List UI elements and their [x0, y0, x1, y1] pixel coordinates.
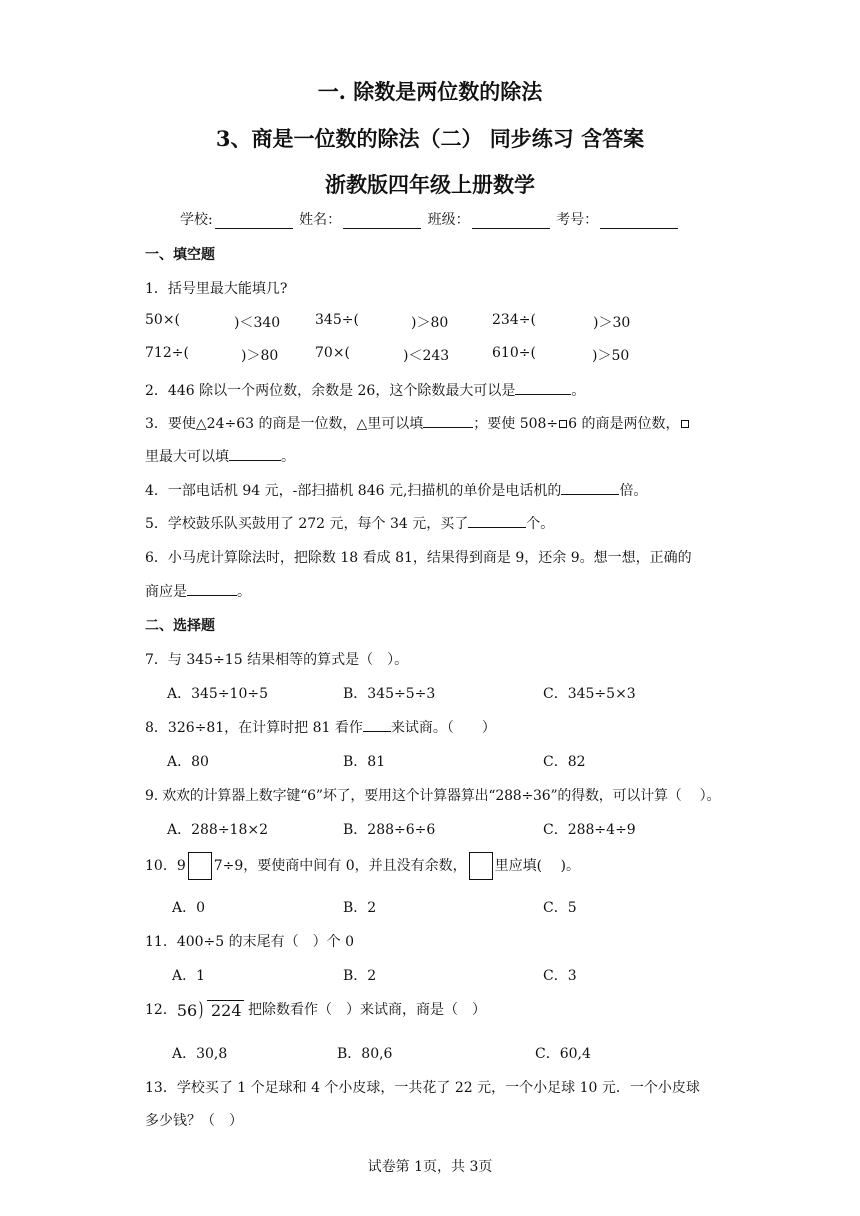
q1-r2-c1-right: )＞80: [241, 348, 279, 364]
q9-option-c[interactable]: C．288÷4÷9: [543, 822, 636, 838]
q10-option-b[interactable]: B．2: [343, 900, 377, 916]
title-textbook: 浙教版四年级上册数学: [325, 172, 535, 197]
section-fill-blank-heading: 一、填空题: [145, 247, 215, 263]
long-division-symbol: 56) 224: [176, 996, 242, 1021]
digit-box-icon: [469, 852, 493, 880]
q1-r1-c1-left: 50×(: [145, 312, 181, 328]
q1-r1-c2-left: 345÷(: [315, 312, 359, 328]
q7-option-b[interactable]: B．345÷5÷3: [343, 686, 436, 702]
q3-blank-2[interactable]: [229, 447, 281, 461]
q5-answer-blank[interactable]: [468, 514, 526, 528]
q1-r2-c3-right: )＞50: [592, 348, 630, 364]
q8-stem: 8．326÷81，在计算时把 81 看作 来试商。（ ）: [145, 720, 496, 736]
q10-option-c[interactable]: C．5: [543, 900, 577, 916]
q12-stem: 12．56) 224 把除数看作（ ）来试商，商是（ ）: [145, 996, 486, 1021]
q6-line1: 6．小马虎计算除法时，把除数 18 看成 81，结果得到商是 9，还余 9。想一想，正确的: [145, 550, 692, 566]
q1-r1-c3-left: 234÷(: [492, 312, 536, 328]
q10-option-a[interactable]: A．0: [172, 900, 206, 916]
section-choice-heading: 二、选择题: [145, 618, 215, 634]
q1-stem: 1．括号里最大能填几?: [145, 281, 288, 297]
q9-stem: 9. 欢欢的计算器上数字键“6”坏了，要用这个计算器算出“288÷36”的得数，可以计算（ ）。: [145, 788, 721, 804]
q13-line2: 多少钱？（ ）: [145, 1113, 243, 1129]
class-label: 班级：: [427, 212, 470, 228]
class-blank[interactable]: [472, 214, 550, 229]
exam-no-label: 考号：: [556, 212, 599, 228]
q2: 2．446 除以一个两位数，余数是 26，这个除数最大可以是 。: [145, 383, 586, 399]
q4: 4．一部电话机 94 元，-部扫描机 846 元,扫描机的单价是电话机的 倍。: [145, 483, 648, 499]
q8-blank[interactable]: [363, 718, 391, 732]
q9-option-a[interactable]: A．288÷18×2: [167, 822, 269, 838]
q1-r2-c1-left: 712÷(: [145, 345, 189, 361]
exam-no-blank[interactable]: [600, 214, 678, 229]
q5: 5．学校鼓乐队买鼓用了 272 元，每个 34 元，买了 个。: [145, 516, 555, 532]
q7-stem: 7．与 345÷15 结果相等的算式是（ ）。: [145, 652, 409, 668]
q12-option-c[interactable]: C．60,4: [535, 1046, 591, 1062]
q1-r1-c2-right: )＞80: [411, 315, 449, 331]
q1-r2-c2-right: )＜243: [403, 348, 450, 364]
digit-box-icon: [188, 852, 212, 880]
q7-option-c[interactable]: C．345÷5×3: [543, 686, 636, 702]
page-footer: 试卷第 1页，共 3页: [367, 1159, 493, 1175]
q3-blank-1[interactable]: [423, 414, 473, 428]
q1-r2-c3-left: 610÷(: [492, 345, 536, 361]
q1-r1-c1-right: )＜340: [234, 315, 281, 331]
school-blank[interactable]: [215, 214, 293, 229]
name-blank[interactable]: [343, 214, 421, 229]
q11-option-c[interactable]: C．3: [543, 968, 577, 984]
title-unit: 一. 除数是两位数的除法: [317, 79, 543, 104]
q13-line1: 13．学校买了 1 个足球和 4 个小皮球，一共花了 22 元，一个小足球 10 元．一个小皮球: [145, 1080, 700, 1096]
q9-option-b[interactable]: B．288÷6÷6: [343, 822, 436, 838]
q8-option-c[interactable]: C．82: [543, 754, 586, 770]
q1-r2-c2-left: 70×(: [315, 345, 351, 361]
q7-option-a[interactable]: A．345÷10÷5: [167, 686, 269, 702]
q3-line2: 里最大可以填 。: [145, 449, 295, 465]
q8-option-a[interactable]: A．80: [167, 754, 209, 770]
q11-option-a[interactable]: A．1: [172, 968, 206, 984]
box-placeholder-icon: [681, 420, 689, 428]
student-info-row: [180, 209, 680, 229]
title-lesson: 3、商是一位数的除法（二） 同步练习 含答案: [215, 126, 645, 151]
name-label: 姓名：: [299, 212, 342, 228]
q10-stem: 10．9 7÷9，要使商中间有 0，并且没有余数， 里应填( )。: [145, 852, 580, 880]
q4-answer-blank[interactable]: [561, 481, 619, 495]
q8-option-b[interactable]: B．81: [343, 754, 386, 770]
box-placeholder-icon: [559, 420, 567, 428]
q2-answer-blank[interactable]: [515, 381, 571, 395]
school-label: 学校:: [180, 212, 213, 228]
q6-answer-blank[interactable]: [187, 582, 237, 596]
q12-option-b[interactable]: B．80,6: [337, 1046, 393, 1062]
q3-line1: 3．要使△24÷63 的商是一位数，△里可以填 ；要使 508÷ 6 的商是两位数，: [145, 413, 690, 433]
q1-r1-c3-right: )＞30: [593, 315, 631, 331]
q12-option-a[interactable]: A．30,8: [172, 1046, 228, 1062]
q11-option-b[interactable]: B．2: [343, 968, 377, 984]
q6-line2: 商应是 。: [145, 584, 251, 600]
q11-stem: 11．400÷5 的末尾有（ ）个 0: [145, 934, 354, 950]
